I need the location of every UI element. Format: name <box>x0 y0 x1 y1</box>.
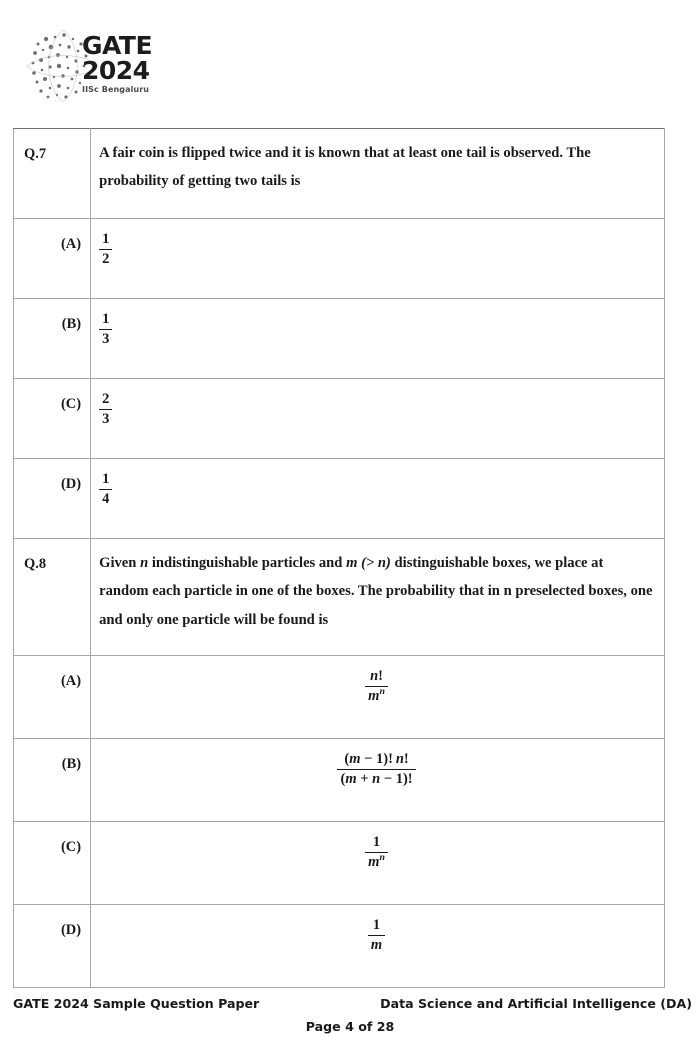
fraction-denominator: 4 <box>99 489 112 509</box>
option-value <box>91 822 664 884</box>
question-table <box>13 128 665 988</box>
fraction-numerator: 1 <box>372 834 381 850</box>
option-label: (D) <box>60 922 82 938</box>
option-value <box>91 905 664 967</box>
option-row[interactable] <box>14 739 665 822</box>
fraction-numerator: n! <box>370 668 384 684</box>
option-value <box>91 219 664 281</box>
fraction-denominator: 3 <box>99 409 112 429</box>
option-value <box>91 379 664 441</box>
fraction <box>368 917 385 955</box>
page-footer <box>0 996 700 1034</box>
logo-wordmark <box>82 31 202 94</box>
fraction <box>337 751 415 789</box>
option-row[interactable] <box>14 219 665 299</box>
fraction <box>99 471 112 509</box>
fraction <box>99 311 112 349</box>
fraction <box>99 391 112 429</box>
fraction-denominator: 2 <box>99 249 112 269</box>
page-header <box>0 0 700 128</box>
option-label: (A) <box>60 673 82 689</box>
footer-page-number: Page 4 of 28 <box>305 1019 395 1034</box>
question-number: Q.7 <box>24 146 47 162</box>
option-row[interactable] <box>14 299 665 379</box>
option-value <box>91 739 664 801</box>
fraction-numerator: (m − 1)! n! <box>344 751 409 767</box>
option-row[interactable] <box>14 459 665 539</box>
question-table-body <box>14 129 665 988</box>
option-value <box>91 299 664 361</box>
option-label: (C) <box>60 839 82 855</box>
option-value <box>91 656 664 718</box>
fraction-numerator: 1 <box>102 471 110 487</box>
footer-subject: Data Science and Artificial Intelligence (DA) <box>380 996 692 1011</box>
gate-logo <box>26 26 196 108</box>
question-number: Q.8 <box>24 556 47 572</box>
logo-institute: IISc Bengaluru <box>82 85 150 94</box>
fraction-numerator: 1 <box>372 917 381 933</box>
fraction-numerator: 1 <box>102 311 110 327</box>
question-row <box>14 539 665 656</box>
fraction-denominator: m <box>368 935 385 955</box>
option-label: (B) <box>61 756 82 772</box>
option-label: (C) <box>60 396 82 412</box>
fraction-numerator: 2 <box>102 391 110 407</box>
option-value <box>91 459 664 521</box>
fraction-denominator: 3 <box>99 329 112 349</box>
question-text: Given n indistinguishable particles and m (> n) distinguishable boxes, we place at random each particle in one of the boxes. The probability that in n preselected boxes, one and only one particle will be found is <box>99 555 653 628</box>
fraction-numerator: 1 <box>102 231 110 247</box>
fraction-denominator: $m^n$ <box>365 852 388 872</box>
option-row[interactable] <box>14 822 665 905</box>
fraction <box>365 834 388 872</box>
fraction <box>99 231 112 269</box>
question-text: A fair coin is flipped twice and it is known that at least one tail is observed. The probability of getting two tails is <box>99 145 591 190</box>
logo-title-gate: GATE <box>82 31 153 60</box>
option-label: (D) <box>60 476 82 492</box>
option-label: (A) <box>60 236 82 252</box>
footer-top-row <box>0 996 700 1017</box>
fraction <box>365 668 388 706</box>
option-row[interactable] <box>14 379 665 459</box>
fraction-denominator: (m + n − 1)! <box>337 769 415 789</box>
option-row[interactable] <box>14 905 665 988</box>
question-row <box>14 129 665 219</box>
option-row[interactable] <box>14 656 665 739</box>
footer-paper-title: GATE 2024 Sample Question Paper <box>13 996 260 1011</box>
fraction-denominator: $m^n$ <box>365 686 388 706</box>
option-label: (B) <box>61 316 82 332</box>
logo-title-year: 2024 <box>82 55 150 85</box>
